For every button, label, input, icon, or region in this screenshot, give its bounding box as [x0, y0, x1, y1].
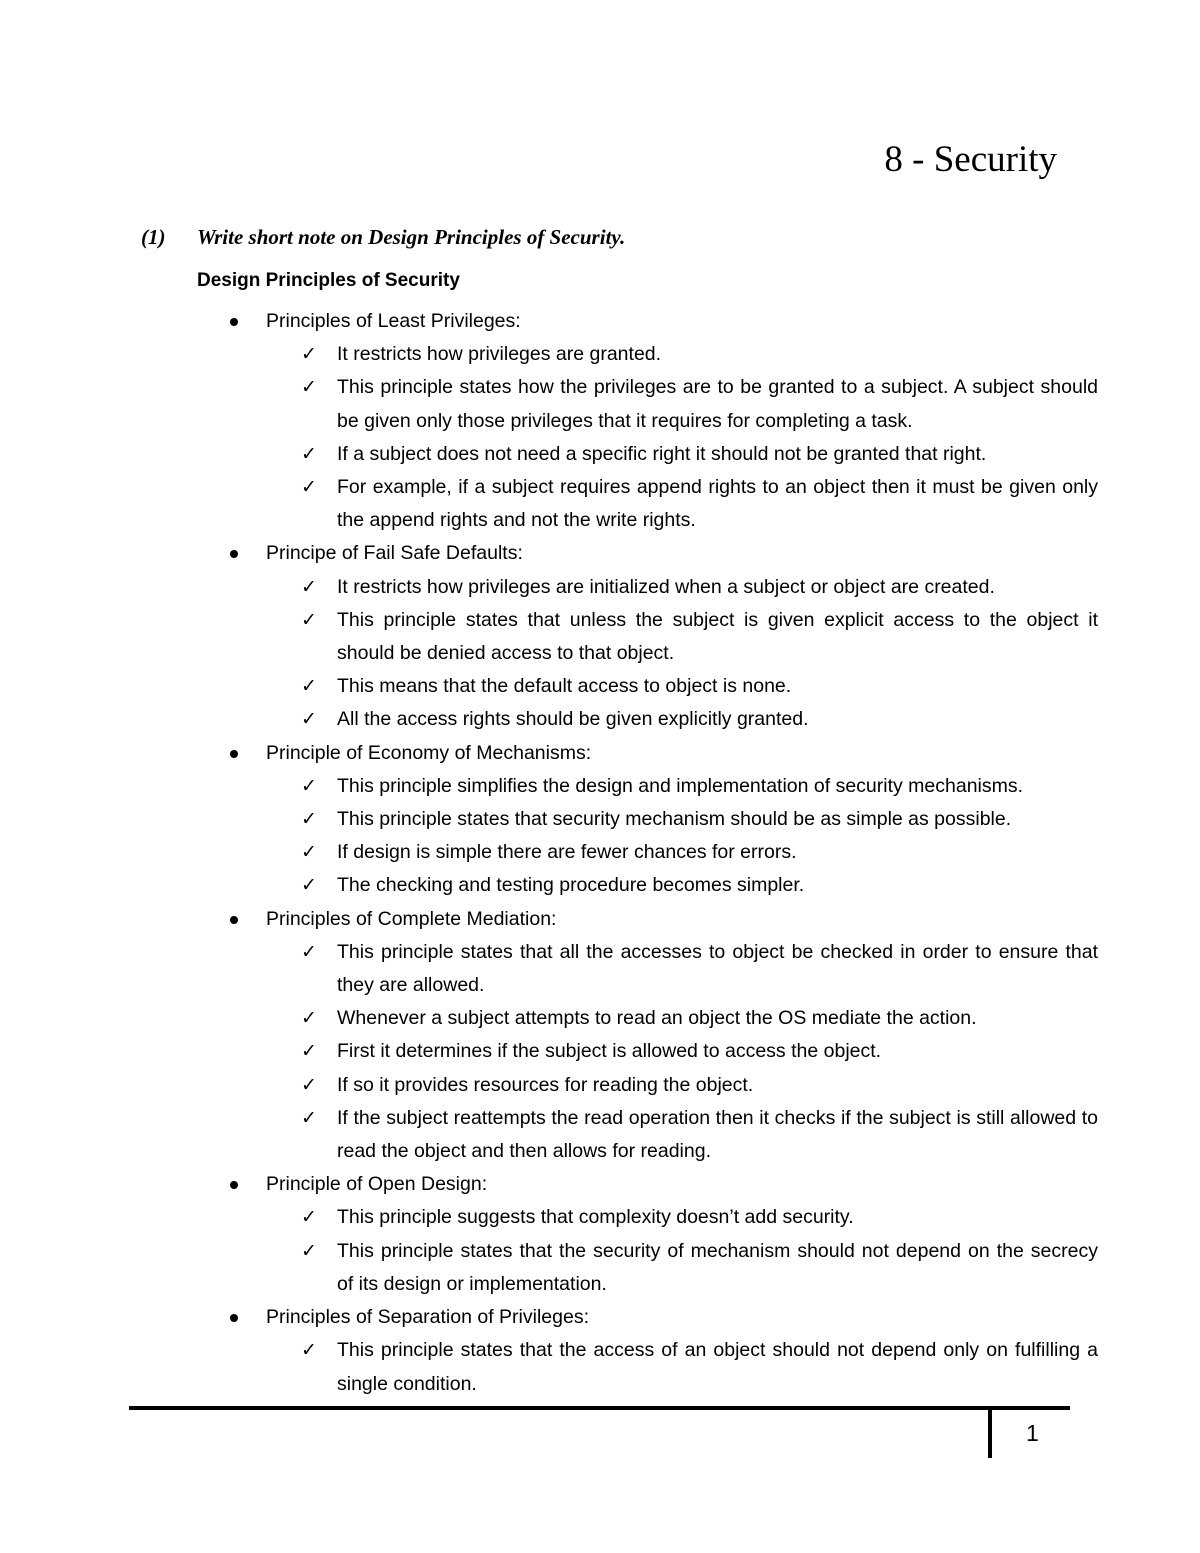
point-text: This means that the default access to object is none. [337, 675, 792, 698]
principle-heading [228, 1301, 1098, 1334]
question-text: Write short note on Design Principles of Security. [197, 225, 626, 249]
principle-title: Principles of Separation of Privileges: [266, 1306, 589, 1329]
checkmark-icon: ✓ [301, 708, 317, 731]
list-item [228, 1334, 1098, 1400]
checkmark-icon: ✓ [301, 1040, 317, 1063]
point-text: The checking and testing procedure becomes simpler. [337, 874, 805, 897]
principle-heading [228, 1168, 1098, 1201]
principle-economy-of-mechanisms [228, 737, 1098, 903]
bullet-icon [230, 750, 238, 758]
checkmark-icon: ✓ [301, 940, 317, 963]
list-item [228, 936, 1098, 1002]
checkmark-icon: ✓ [301, 841, 317, 864]
point-text: This principle states that security mechanism should be as simple as possible. [337, 808, 1012, 831]
principle-title: Principle of Economy of Mechanisms: [266, 741, 592, 764]
checkmark-icon: ✓ [301, 442, 317, 465]
point-text: This principle states that the access of an object should not depend only on fulfilling a single condition. [337, 1339, 1098, 1395]
principle-heading [228, 305, 1098, 338]
point-text: For example, if a subject requires append rights to an object then it must be given only the append rights and not the write rights. [337, 476, 1098, 532]
point-text: This principle states that the security of mechanism should not depend on the secrecy of its design or implementation. [337, 1239, 1098, 1295]
question-number: (1) [141, 225, 166, 249]
list-item [228, 670, 1098, 703]
bullet-icon [230, 1181, 238, 1189]
list-item [228, 338, 1098, 371]
checkmark-icon: ✓ [301, 1339, 317, 1362]
list-item [228, 703, 1098, 736]
list-item [228, 1235, 1098, 1301]
point-text: First it determines if the subject is allowed to access the object. [337, 1040, 882, 1063]
checkmark-icon: ✓ [301, 1073, 317, 1096]
principle-least-privileges [228, 305, 1098, 537]
question-heading [141, 221, 1101, 253]
checkmark-icon: ✓ [301, 1007, 317, 1030]
principle-open-design [228, 1168, 1098, 1301]
list-item [228, 1201, 1098, 1234]
point-text: This principle suggests that complexity doesn’t add security. [337, 1206, 854, 1229]
checkmark-icon: ✓ [301, 808, 317, 831]
list-item [228, 604, 1098, 670]
principle-heading [228, 903, 1098, 936]
checkmark-icon: ✓ [301, 376, 317, 399]
bullet-icon [230, 916, 238, 924]
point-text: If design is simple there are fewer chances for errors. [337, 841, 797, 864]
checkmark-icon: ✓ [301, 675, 317, 698]
principles-list [228, 305, 1098, 1401]
principle-fail-safe-defaults [228, 537, 1098, 736]
list-item [228, 571, 1098, 604]
principle-title: Principles of Least Privileges: [266, 310, 521, 332]
point-text: It restricts how privileges are initialized when a subject or object are created. [337, 575, 995, 598]
point-text: This principle states that unless the subject is given explicit access to the object it should be denied access to that object. [337, 608, 1098, 665]
list-item [228, 471, 1098, 537]
footer-rule [129, 1406, 1070, 1410]
checkmark-icon: ✓ [301, 1206, 317, 1229]
point-text: If a subject does not need a specific right it should not be granted that right. [337, 442, 987, 465]
point-text: If the subject reattempts the read operation then it checks if the subject is still allowed to read the object and then allows for reading. [337, 1106, 1098, 1163]
bullet-icon [230, 318, 238, 326]
bullet-icon [230, 550, 238, 558]
checkmark-icon: ✓ [301, 774, 317, 797]
point-text: If so it provides resources for reading the object. [337, 1073, 754, 1096]
principle-title: Principle of Open Design: [266, 1173, 488, 1196]
bullet-icon [230, 1314, 238, 1322]
list-item [228, 803, 1098, 836]
list-item [228, 438, 1098, 471]
list-item [228, 1035, 1098, 1068]
list-item [228, 836, 1098, 869]
footer-separator [988, 1410, 992, 1458]
point-text: All the access rights should be given explicitly granted. [337, 708, 809, 731]
point-text: Whenever a subject attempts to read an object the OS mediate the action. [337, 1007, 977, 1030]
chapter-title: 8 - Security [884, 139, 1057, 180]
checkmark-icon: ✓ [301, 874, 317, 897]
principle-separation-of-privileges [228, 1301, 1098, 1401]
principle-title: Principe of Fail Safe Defaults: [266, 542, 523, 565]
checkmark-icon: ✓ [301, 1106, 317, 1129]
principle-complete-mediation [228, 903, 1098, 1169]
checkmark-icon: ✓ [301, 476, 317, 499]
page-number: 1 [1026, 1420, 1039, 1446]
list-item [228, 371, 1098, 437]
checkmark-icon: ✓ [301, 608, 317, 631]
principle-title: Principles of Complete Mediation: [266, 907, 557, 930]
point-text: This principle states that all the accesses to object be checked in order to ensure that they are allowed. [337, 940, 1098, 997]
section-heading: Design Principles of Security [197, 270, 460, 291]
point-text: It restricts how privileges are granted. [337, 343, 662, 366]
point-text: This principle states how the privileges are to be granted to a subject. A subject should be given only those privileges that it requires for completing a task. [337, 376, 1098, 432]
point-text: This principle simplifies the design and implementation of security mechanisms. [337, 774, 1024, 797]
list-item [228, 1002, 1098, 1035]
list-item [228, 770, 1098, 803]
checkmark-icon: ✓ [301, 343, 317, 366]
checkmark-icon: ✓ [301, 575, 317, 598]
list-item [228, 1102, 1098, 1168]
principle-heading [228, 537, 1098, 570]
list-item [228, 1069, 1098, 1102]
principle-heading [228, 737, 1098, 770]
checkmark-icon: ✓ [301, 1239, 317, 1262]
list-item [228, 869, 1098, 902]
